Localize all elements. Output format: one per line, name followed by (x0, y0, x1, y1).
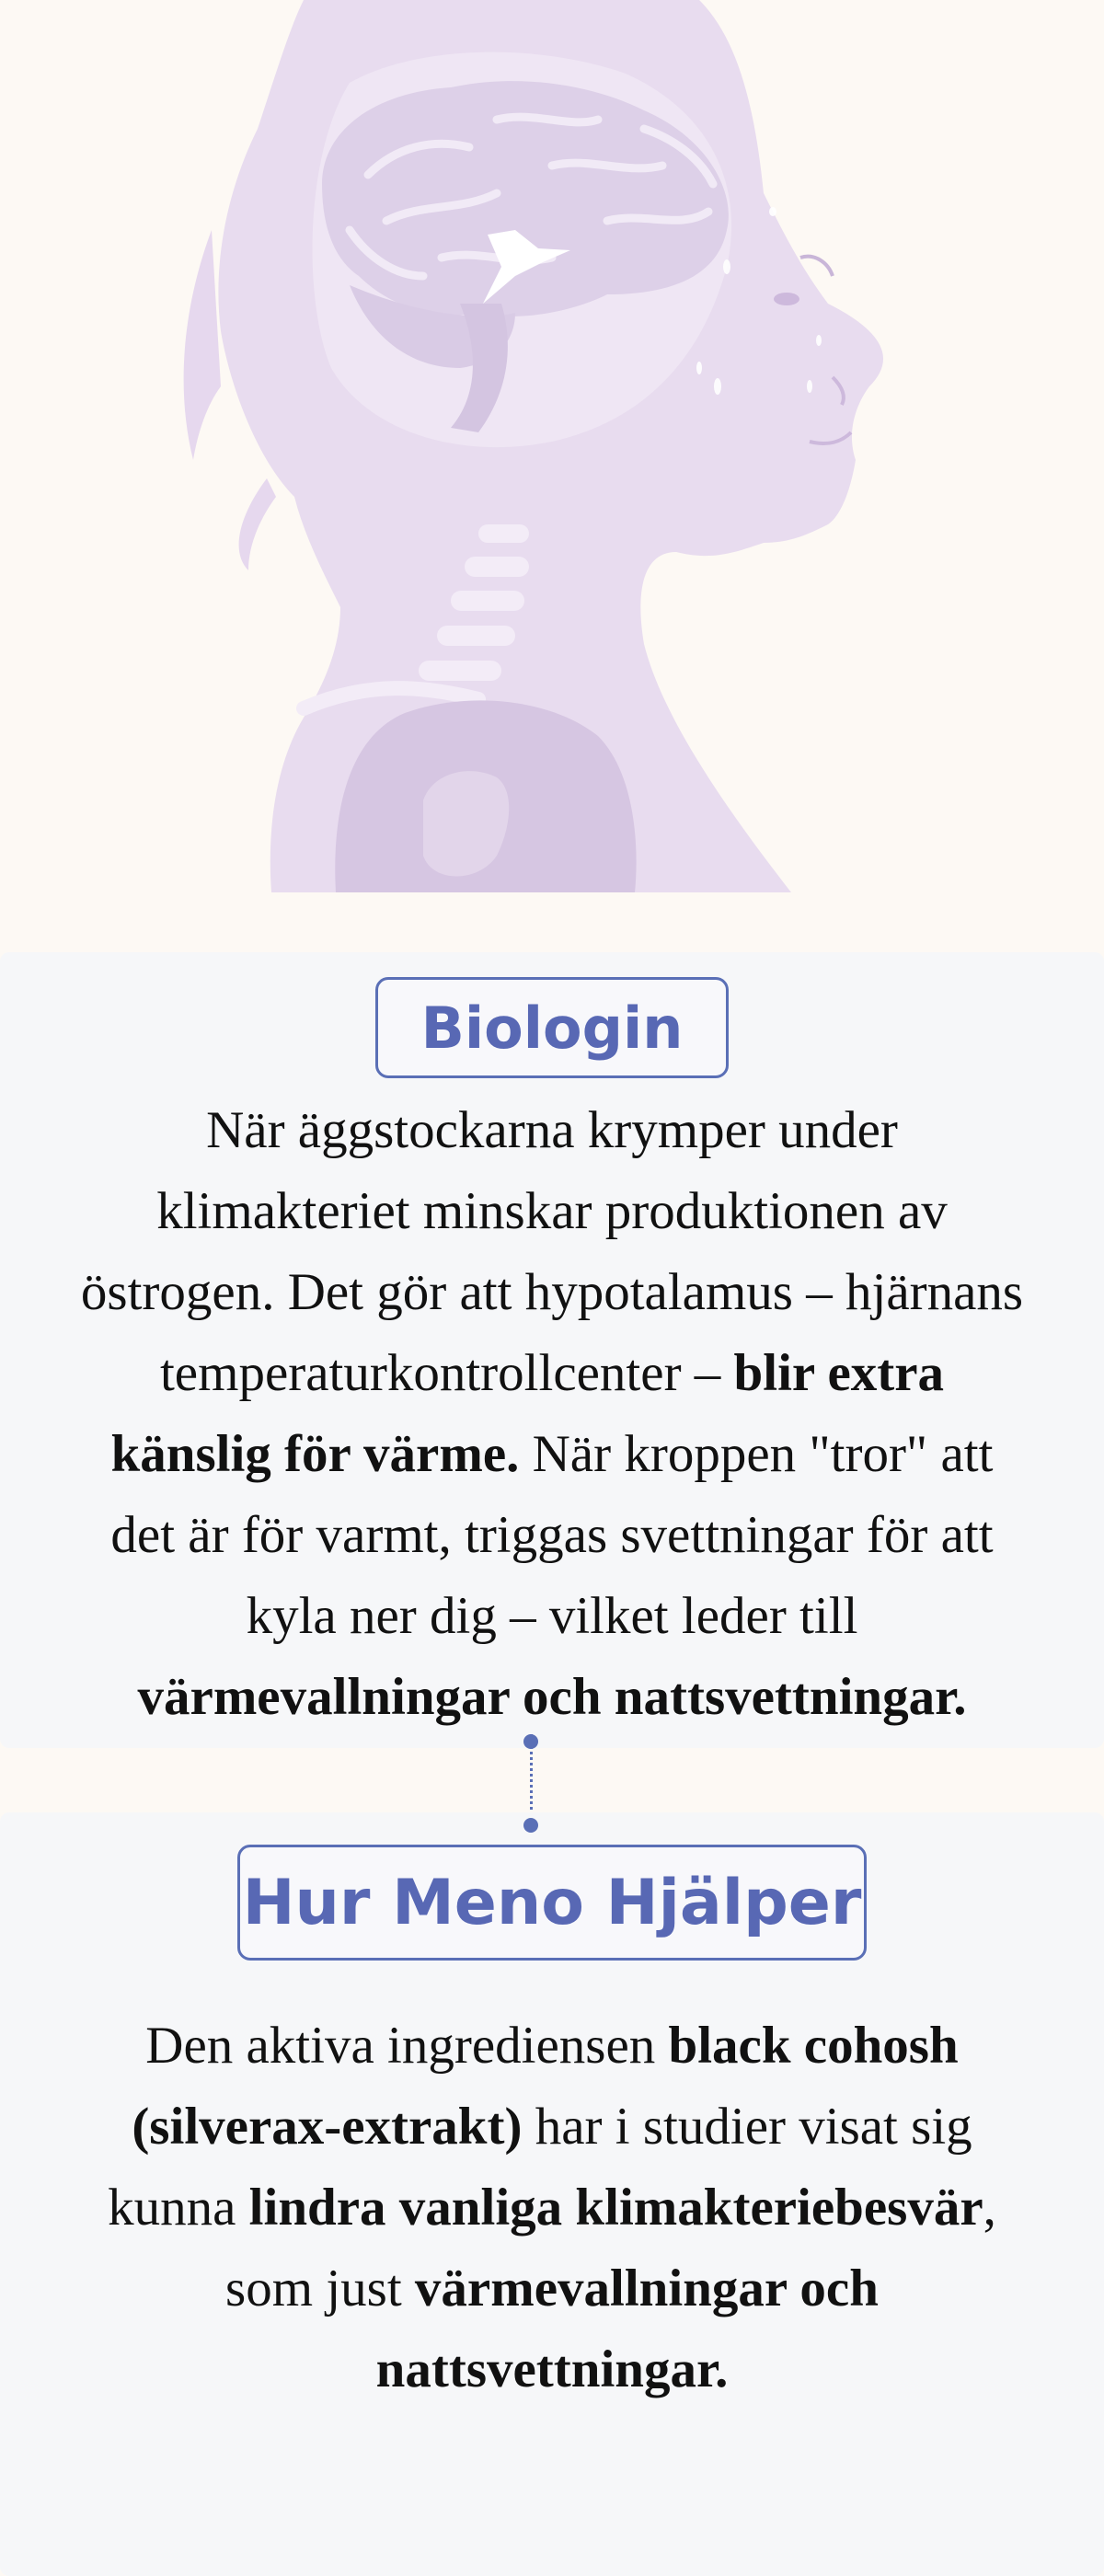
text-segment: har i studier visat sig (522, 2098, 972, 2156)
biology-line (0, 1495, 1104, 1576)
text-segment-bold: nattsvettningar. (375, 2340, 729, 2398)
help-line (0, 2329, 1104, 2410)
text-segment: kyla ner dig – vilket leder till (246, 1587, 858, 1645)
biology-card (0, 952, 1104, 1748)
help-line (0, 2087, 1104, 2168)
text-segment: det är för varmt, triggas svettningar för att (110, 1506, 994, 1564)
text-segment: När kroppen "tror" att (519, 1425, 994, 1483)
text-segment: , (983, 2179, 996, 2237)
biology-line (0, 1252, 1104, 1333)
biology-line (0, 1171, 1104, 1252)
text-segment: kunna (108, 2179, 249, 2237)
text-segment-bold: (silverax-extrakt) (132, 2098, 523, 2156)
connector-dot-bottom (523, 1818, 538, 1833)
text-segment-bold: värmevallningar och nattsvettningar. (137, 1668, 967, 1726)
biology-line (0, 1333, 1104, 1414)
how-meno-helps-heading: Hur Meno Hjälper (237, 1845, 867, 1961)
help-line (0, 2248, 1104, 2329)
text-segment-bold: värmevallningar och (414, 2260, 879, 2317)
biology-line (0, 1414, 1104, 1495)
text-segment-bold: känslig för värme. (110, 1425, 520, 1483)
text-segment: östrogen. Det gör att hypotalamus – hjärnans (80, 1263, 1024, 1321)
help-line (0, 2006, 1104, 2087)
biology-line (0, 1576, 1104, 1657)
text-segment: temperaturkontrollcenter – (159, 1344, 734, 1402)
biology-line (0, 1657, 1104, 1738)
how-meno-helps-text (0, 2006, 1104, 2410)
biology-line (0, 1090, 1104, 1171)
text-segment: När äggstockarna krymper under (206, 1101, 898, 1159)
text-segment-bold: lindra vanliga klimakteriebesvär (248, 2179, 983, 2237)
text-segment-bold: black cohosh (668, 2017, 959, 2075)
help-line (0, 2168, 1104, 2248)
text-segment: Den aktiva ingrediensen (145, 2017, 669, 2075)
head-brain-illustration (0, 0, 1104, 892)
text-segment-bold: blir extra (733, 1344, 945, 1402)
how-meno-helps-card (0, 1812, 1104, 2576)
biology-heading: Biologin (375, 977, 729, 1078)
text-segment: som just (225, 2260, 415, 2317)
text-segment: klimakteriet minskar produktionen av (156, 1182, 948, 1240)
connector-dot-top (523, 1734, 538, 1749)
biology-text (0, 1090, 1104, 1738)
head-brain-anatomy-icon (0, 0, 1104, 892)
